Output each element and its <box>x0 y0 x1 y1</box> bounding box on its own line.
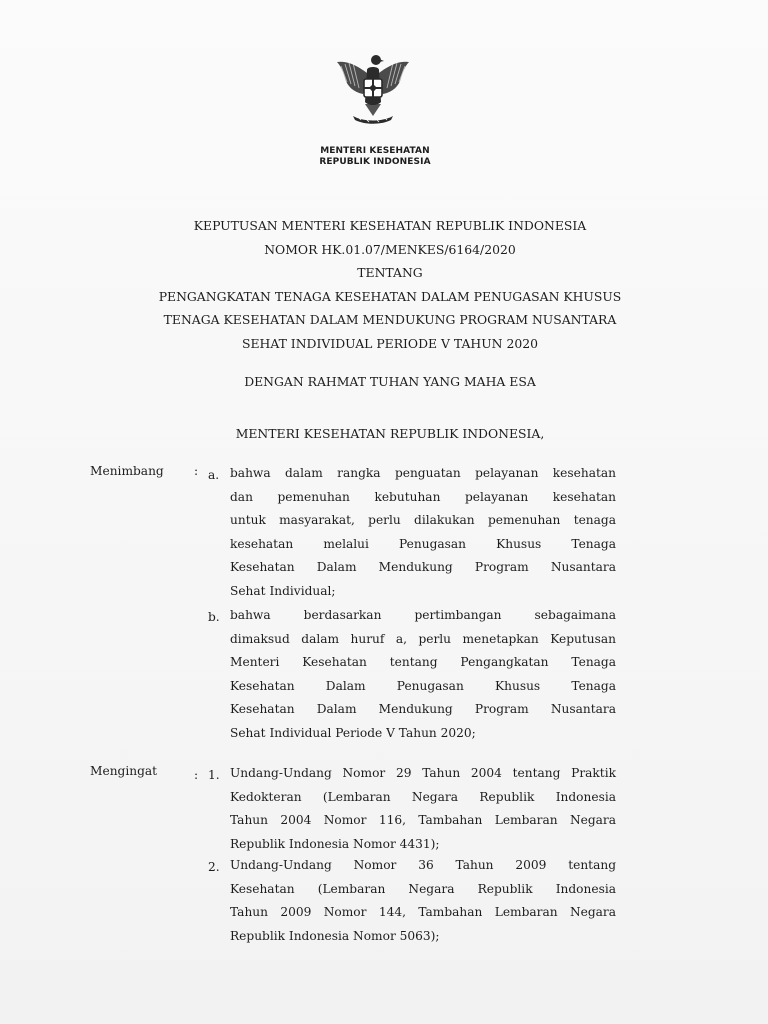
text-line: Republik Indonesia Nomor 5063); <box>230 928 440 943</box>
menimbang-item-marker: a. <box>208 468 220 482</box>
text-line: kesehatan melalui Penugasan Khusus Tenaga <box>230 536 616 551</box>
text-line: Tahun 2009 Nomor 144, Tambahan Lembaran Negara <box>230 905 616 919</box>
text-line: dimaksud dalam huruf a, perlu menetapkan Keputusan <box>230 631 616 646</box>
official-title-line: REPUBLIK INDONESIA <box>319 157 431 167</box>
menimbang-colon: : <box>194 464 199 478</box>
menimbang-item-marker: b. <box>208 610 220 624</box>
text-line: Tahun 2004 Nomor 116, Tambahan Lembaran Negara <box>230 813 616 827</box>
text-line: Undang-Undang Nomor 29 Tahun 2004 tentang Praktik <box>230 766 616 780</box>
minister-authority: MENTERI KESEHATAN REPUBLIK INDONESIA, <box>235 426 545 441</box>
text-line: Sehat Individual Periode V Tahun 2020; <box>230 725 476 740</box>
decree-number: NOMOR HK.01.07/MENKES/6164/2020 <box>264 241 516 257</box>
text-line: Kesehatan Dalam Mendukung Program Nusantara <box>230 702 616 716</box>
decree-about: TENTANG <box>357 265 423 280</box>
decree-title-line: KEPUTUSAN MENTERI KESEHATAN REPUBLIK INDONESIA <box>193 218 587 233</box>
decree-subject-line: SEHAT INDIVIDUAL PERIODE V TAHUN 2020 <box>242 335 538 351</box>
text-line: Republik Indonesia Nomor 4431); <box>230 836 440 851</box>
text-line: Sehat Individual; <box>230 583 336 598</box>
text-line: Kesehatan Dalam Penugasan Khusus Tenaga <box>230 678 616 693</box>
menimbang-item-a <box>230 462 616 603</box>
garuda-emblem-icon <box>331 46 415 130</box>
text-line: Menteri Kesehatan tentang Pengangkatan Tenaga <box>230 655 616 669</box>
decree-subject-line: TENAGA KESEHATAN DALAM MENDUKUNG PROGRAM NUSANTARA <box>163 312 617 327</box>
divine-invocation: DENGAN RAHMAT TUHAN YANG MAHA ESA <box>244 374 536 389</box>
mengingat-item-1 <box>230 762 616 856</box>
text-line: Kesehatan (Lembaran Negara Republik Indonesia <box>230 881 616 896</box>
decree-subject-line: PENGANGKATAN TENAGA KESEHATAN DALAM PENUGASAN KHUSUS <box>158 288 622 304</box>
text-line: Kesehatan Dalam Mendukung Program Nusantara <box>230 560 616 574</box>
mengingat-colon: : <box>194 768 199 782</box>
mengingat-item-2 <box>230 854 616 948</box>
text-line: Undang-Undang Nomor 36 Tahun 2009 tentang <box>230 858 616 872</box>
text-line: untuk masyarakat, perlu dilakukan pemenuhan tenaga <box>230 513 616 527</box>
text-line: bahwa berdasarkan pertimbangan sebagaimana <box>230 608 616 622</box>
text-line: Kedokteran (Lembaran Negara Republik Indonesia <box>230 789 616 804</box>
official-title-line: MENTERI KESEHATAN <box>320 146 430 156</box>
text-line: bahwa dalam rangka penguatan pelayanan kesehatan <box>230 466 616 480</box>
mengingat-label: Mengingat <box>90 764 158 778</box>
text-line: dan pemenuhan kebutuhan pelayanan kesehatan <box>230 489 616 504</box>
decree-title <box>80 214 700 355</box>
menimbang-item-b <box>230 604 616 745</box>
mengingat-item-marker: 2. <box>208 860 220 874</box>
mengingat-item-marker: 1. <box>208 768 220 782</box>
menimbang-label: Menimbang <box>90 464 164 478</box>
official-title <box>300 146 450 168</box>
